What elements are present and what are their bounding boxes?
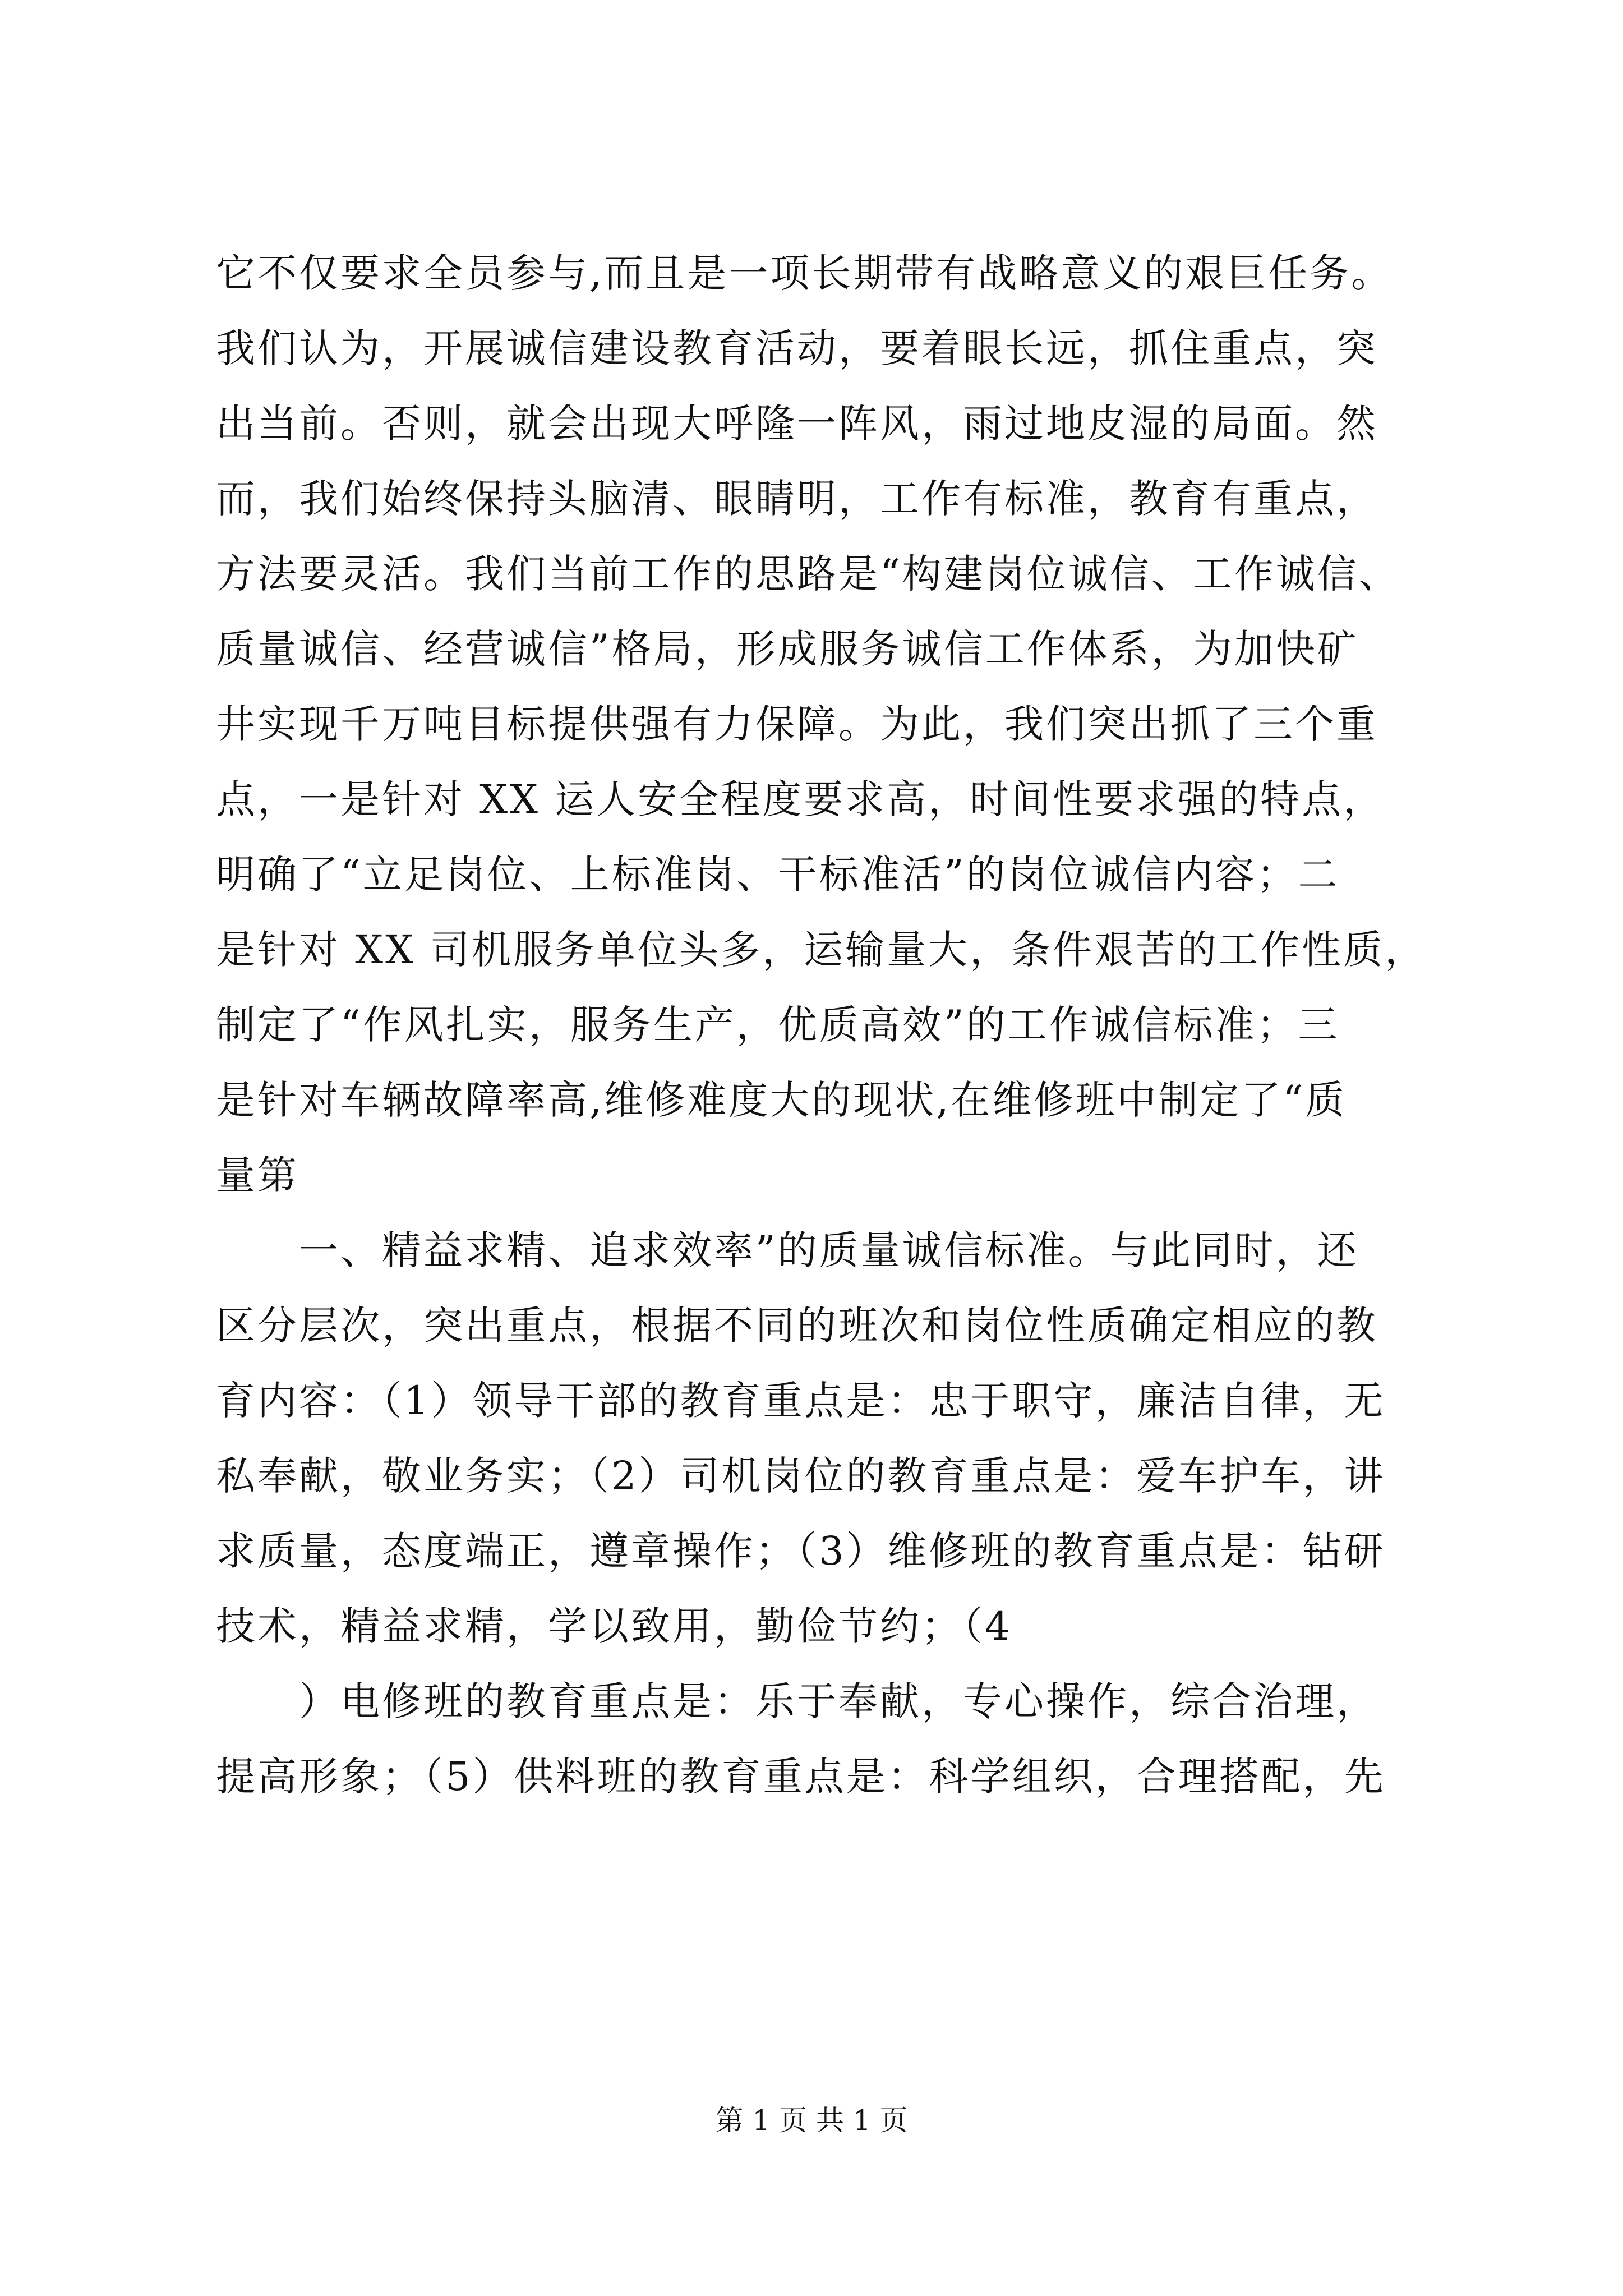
- text-line: 育内容：（1）领导干部的教育重点是：忠于职守，廉洁自律，无: [216, 1378, 1386, 1424]
- text-line: 方法要灵活。我们当前工作的思路是“构建岗位诚信、工作诚信、: [216, 551, 1400, 597]
- text-line: 私奉献，敬业务实；（2）司机岗位的教育重点是：爱车护车，讲: [216, 1453, 1386, 1499]
- text-line: 是针对 XX 司机服务单位头多，运输量大，条件艰苦的工作性质，: [216, 927, 1427, 973]
- text-line: 质量诚信、经营诚信”格局，形成服务诚信工作体系，为加快矿: [216, 626, 1359, 672]
- text-line: 而，我们始终保持头脑清、眼睛明，工作有标准，教育有重点，: [216, 476, 1378, 522]
- text-line: 我们认为，开展诚信建设教育活动，要着眼长远，抓住重点，突: [216, 325, 1378, 371]
- text-line: 是针对车辆故障率高,维修难度大的现状,在维修班中制定了“质: [216, 1077, 1347, 1123]
- text-line: 它不仅要求全员参与,而且是一项长期带有战略意义的艰巨任务。: [216, 250, 1393, 296]
- text-line: ）电修班的教育重点是：乐于奉献，专心操作，综合治理，: [299, 1678, 1378, 1724]
- text-line: 制定了“作风扎实，服务生产，优质高效”的工作诚信标准；三: [216, 1002, 1340, 1048]
- text-line: 出当前。否则，就会出现大呼隆一阵风，雨过地皮湿的局面。然: [216, 401, 1378, 447]
- text-line: 一、精益求精、追求效率”的质量诚信标准。与此同时，还: [299, 1227, 1359, 1273]
- page-footer: 第 1 页 共 1 页: [715, 2104, 908, 2137]
- text-line: 求质量，态度端正，遵章操作；（3）维修班的教育重点是：钻研: [216, 1528, 1386, 1574]
- text-line: 区分层次，突出重点，根据不同的班次和岗位性质确定相应的教: [216, 1303, 1378, 1349]
- text-line: 量第: [216, 1152, 299, 1198]
- text-line: 技术，精益求精，学以致用，勤俭节约；（4: [216, 1603, 1012, 1649]
- text-line: 井实现千万吨目标提供强有力保障。为此，我们突出抓了三个重: [216, 701, 1378, 747]
- text-line: 点，一是针对 XX 运人安全程度要求高，时间性要求强的特点，: [216, 776, 1385, 822]
- document-body: [216, 236, 1607, 1814]
- text-line: 明确了“立足岗位、上标准岗、干标准活”的岗位诚信内容；二: [216, 852, 1340, 898]
- text-line: 提高形象；（5）供料班的教育重点是：科学组织，合理搭配，先: [216, 1754, 1386, 1800]
